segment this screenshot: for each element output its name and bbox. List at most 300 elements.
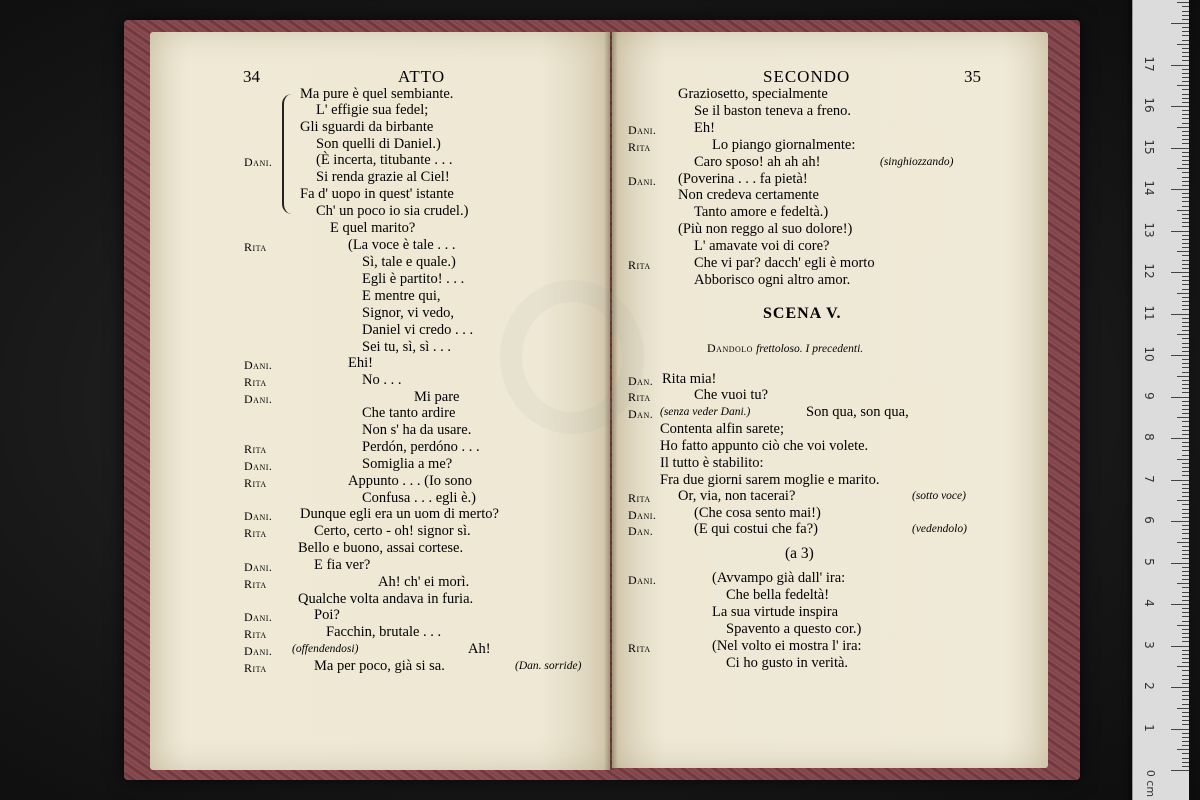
- speaker-label: Dani.: [244, 155, 273, 169]
- ruler-tick: [1182, 616, 1189, 617]
- ruler-tick: [1182, 471, 1189, 472]
- verse-line: Che vuoi tu?: [694, 387, 769, 403]
- ruler-tick: [1182, 367, 1189, 368]
- ruler-tick: [1182, 372, 1189, 373]
- ruler-tick: [1182, 260, 1189, 261]
- ruler-tick: [1182, 633, 1189, 634]
- verse-line: Non credeva certamente: [678, 187, 819, 203]
- verse-line: Certo, certo - oh! signor sì.: [314, 523, 471, 539]
- verse-line: Spavento a questo cor.): [726, 621, 862, 637]
- ruler-tick: [1182, 704, 1189, 705]
- ruler-tick: [1182, 6, 1189, 7]
- ruler-tick: [1182, 753, 1189, 754]
- stage-direction: (singhiozzando): [880, 156, 954, 168]
- ruler-tick: [1182, 592, 1189, 593]
- ruler-tick: [1177, 44, 1189, 45]
- ruler-tick: [1182, 102, 1189, 103]
- speaker-label: Rita: [244, 375, 267, 389]
- ruler-number: 7: [1142, 474, 1156, 483]
- left-page-header: ATTO: [398, 67, 446, 86]
- speaker-label: Dani.: [244, 392, 273, 406]
- ruler-tick: [1182, 741, 1189, 742]
- ruler-tick: [1182, 206, 1189, 207]
- ruler-tick: [1182, 467, 1189, 468]
- ruler-tick: [1171, 189, 1189, 190]
- verse-line: Qualche volta andava in furia.: [298, 591, 474, 607]
- ruler-tick: [1182, 301, 1189, 302]
- ruler-tick: [1182, 118, 1189, 119]
- right-page-header: SECONDO: [763, 67, 851, 86]
- ruler-tick: [1177, 708, 1189, 709]
- verse-line: (Nel volto ei mostra l' ira:: [712, 638, 862, 654]
- ruler-tick: [1182, 388, 1189, 389]
- ruler-tick: [1182, 110, 1189, 111]
- ruler-tick: [1182, 658, 1189, 659]
- ruler-tick: [1182, 426, 1189, 427]
- ruler-tick: [1182, 401, 1189, 402]
- speaker-label: Rita: [244, 240, 267, 254]
- ruler-tick: [1182, 318, 1189, 319]
- scene-direction-name: Dandolo: [707, 341, 753, 355]
- ruler-tick: [1182, 733, 1189, 734]
- speaker-label: Rita: [244, 661, 267, 675]
- ruler-tick: [1182, 745, 1189, 746]
- ruler-tick: [1182, 239, 1189, 240]
- ruler-tick: [1182, 455, 1189, 456]
- speaker-label: Dani.: [628, 508, 657, 522]
- scene-title: SCENA V.: [763, 305, 842, 322]
- ruler-tick: [1182, 766, 1189, 767]
- ruler-tick: [1182, 305, 1189, 306]
- ruler-tick: [1182, 359, 1189, 360]
- verse-line: Tanto amore e fedeltà.): [694, 204, 829, 220]
- speaker-label: Dani.: [628, 573, 657, 587]
- ruler-tick: [1182, 641, 1189, 642]
- verse-line: Facchin, brutale . . .: [326, 624, 442, 640]
- ruler-tick: [1182, 712, 1189, 713]
- ruler-tick: [1171, 23, 1189, 24]
- ruler-tick: [1182, 430, 1189, 431]
- ruler-tick: [1171, 438, 1189, 439]
- ruler-tick: [1171, 604, 1189, 605]
- verse-line: Bello e buono, assai cortese.: [298, 540, 464, 556]
- verse-line: L' amavate voi di core?: [694, 238, 830, 254]
- ruler-tick: [1182, 69, 1189, 70]
- ruler-tick: [1182, 554, 1189, 555]
- ruler-tick: [1171, 521, 1189, 522]
- verse-line: Sei tu, sì, sì . . .: [362, 339, 452, 355]
- verse-line: Fa d' uopo in quest' istante: [300, 186, 454, 202]
- verse-line: (Poverina . . . fa pietà!: [678, 171, 808, 187]
- ruler-tick: [1182, 413, 1189, 414]
- ruler-tick: [1182, 60, 1189, 61]
- ruler-tick: [1177, 376, 1189, 377]
- ruler-tick: [1182, 177, 1189, 178]
- ruler-tick: [1182, 235, 1189, 236]
- ruler-tick: [1182, 326, 1189, 327]
- verse-line: Ehi!: [348, 355, 373, 371]
- verse-line: Gli sguardi da birbante: [300, 119, 434, 135]
- ruler-tick: [1177, 459, 1189, 460]
- ruler-tick: [1182, 484, 1189, 485]
- ruler-number: 13: [1142, 221, 1156, 238]
- ruler-tick: [1182, 571, 1189, 572]
- ruler-tick: [1182, 330, 1189, 331]
- verse-line: Son qua, son qua,: [806, 404, 909, 420]
- ruler-tick: [1182, 587, 1189, 588]
- speaker-label: Dani.: [244, 358, 273, 372]
- verse-line: (E qui costui che fa?): [694, 521, 819, 537]
- ruler-tick: [1182, 181, 1189, 182]
- ruler-tick: [1182, 442, 1189, 443]
- library-watermark: [500, 280, 644, 434]
- ruler-tick: [1182, 268, 1189, 269]
- ruler-tick: [1182, 737, 1189, 738]
- speaker-label: Rita: [244, 442, 267, 456]
- verse-line: Mi pare: [414, 389, 460, 405]
- ruler-number: 14: [1142, 180, 1156, 196]
- verse-line: Ah!: [468, 641, 491, 657]
- ruler-tick: [1171, 397, 1189, 398]
- ruler-tick: [1182, 421, 1189, 422]
- ruler-tick: [1171, 480, 1189, 481]
- verse-line: Confusa . . . egli è.): [362, 490, 476, 506]
- right-page-number: 35: [964, 67, 981, 86]
- ruler-number: 5: [1142, 557, 1156, 566]
- a-tre-marker: (a 3): [785, 545, 814, 562]
- ruler-tick: [1182, 546, 1189, 547]
- verse-line: Fra due giorni sarem moglie e marito.: [660, 472, 880, 488]
- ruler-tick: [1182, 691, 1189, 692]
- ruler-tick: [1177, 127, 1189, 128]
- ruler-tick: [1171, 148, 1189, 149]
- ruler-tick: [1182, 247, 1189, 248]
- ruler-tick: [1182, 392, 1189, 393]
- ruler-number: 10: [1142, 346, 1156, 362]
- speaker-label: Rita: [244, 476, 267, 490]
- ruler-tick: [1182, 131, 1189, 132]
- ruler-tick: [1182, 255, 1189, 256]
- ruler-tick: [1182, 488, 1189, 489]
- speaker-label: Rita: [244, 627, 267, 641]
- verse-line: Contenta alfin sarete;: [660, 421, 785, 437]
- ruler-tick: [1182, 280, 1189, 281]
- ruler-number: 11: [1142, 304, 1156, 321]
- ruler-tick: [1182, 409, 1189, 410]
- ruler-tick: [1182, 675, 1189, 676]
- ruler-tick: [1182, 637, 1189, 638]
- ruler-tick: [1182, 264, 1189, 265]
- ruler-tick: [1182, 533, 1189, 534]
- ruler-tick: [1171, 687, 1189, 688]
- verse-line: Ho fatto appunto ciò che voi volete.: [660, 438, 869, 454]
- ruler-tick: [1182, 575, 1189, 576]
- verse-line: (La voce è tale . . .: [348, 237, 456, 253]
- ruler-tick: [1182, 670, 1189, 671]
- verse-line: (Più non reggo al suo dolore!): [678, 221, 853, 237]
- ruler-tick: [1182, 31, 1189, 32]
- ruler-tick: [1182, 164, 1189, 165]
- verse-line: Appunto . . . (Io sono: [348, 473, 473, 489]
- ruler-tick: [1182, 446, 1189, 447]
- ruler-tick: [1182, 35, 1189, 36]
- verse-line: (Che cosa sento mai!): [694, 505, 821, 521]
- ruler-tick: [1171, 106, 1189, 107]
- ruler-tick: [1182, 758, 1189, 759]
- verse-line: Abborisco ogni altro amor.: [694, 272, 851, 288]
- speaker-label: Dani.: [244, 459, 273, 473]
- ruler-tick: [1182, 475, 1189, 476]
- verse-line: Ma per poco, già si sa.: [314, 658, 445, 674]
- speaker-label: Dani.: [244, 644, 273, 658]
- ruler-tick: [1182, 222, 1189, 223]
- verse-line: Perdón, perdóno . . .: [362, 439, 480, 455]
- ruler-tick: [1171, 770, 1189, 771]
- ruler-tick: [1177, 749, 1189, 750]
- ruler-tick: [1182, 567, 1189, 568]
- ruler-tick: [1182, 197, 1189, 198]
- ruler-tick: [1177, 542, 1189, 543]
- ruler-number: 8: [1142, 433, 1156, 441]
- ruler-tick: [1182, 724, 1189, 725]
- verse-line: Signor, vi vedo,: [362, 305, 455, 321]
- ruler-tick: [1182, 463, 1189, 464]
- ruler-tick: [1182, 89, 1189, 90]
- ruler-tick: [1171, 314, 1189, 315]
- speaker-label: Rita: [628, 491, 651, 505]
- ruler-tick: [1182, 218, 1189, 219]
- ruler-tick: [1182, 513, 1189, 514]
- verse-line: Dunque egli era un uom di merto?: [300, 506, 499, 522]
- ruler-tick: [1182, 683, 1189, 684]
- ruler-tick: [1182, 608, 1189, 609]
- ruler-tick: [1182, 309, 1189, 310]
- ruler-tick: [1182, 504, 1189, 505]
- ruler-tick: [1177, 251, 1189, 252]
- verse-line: L' effigie sua fedel;: [316, 102, 429, 118]
- ruler-number: 3: [1142, 640, 1156, 649]
- ruler-tick: [1182, 81, 1189, 82]
- ruler-tick: [1177, 500, 1189, 501]
- ruler-tick: [1182, 558, 1189, 559]
- ruler-tick: [1182, 343, 1189, 344]
- verse-line: Il tutto è stabilito:: [660, 455, 764, 471]
- ruler-tick: [1182, 699, 1189, 700]
- speaker-label: Rita: [628, 390, 651, 404]
- speaker-label: Dani.: [244, 610, 273, 624]
- ruler-tick: [1182, 52, 1189, 53]
- ruler-tick: [1182, 143, 1189, 144]
- ruler-tick: [1171, 231, 1189, 232]
- ruler-tick: [1182, 716, 1189, 717]
- ruler-tick: [1182, 496, 1189, 497]
- verse-line: Ah! ch' ei morì.: [378, 574, 470, 590]
- verse-line: Eh!: [694, 120, 715, 136]
- ruler-tick: [1182, 214, 1189, 215]
- ruler-tick: [1182, 289, 1189, 290]
- ruler-tick: [1182, 351, 1189, 352]
- verse-line: E mentre qui,: [362, 288, 441, 304]
- verse-line: Lo piango giornalmente:: [712, 137, 856, 153]
- ruler-tick: [1182, 139, 1189, 140]
- ruler-number: 9: [1142, 391, 1156, 400]
- ruler-tick: [1182, 15, 1189, 16]
- ruler-tick: [1182, 193, 1189, 194]
- verse-line: Non s' ha da usare.: [362, 422, 472, 438]
- stage-direction: (sotto voce): [912, 490, 966, 502]
- ruler-tick: [1182, 297, 1189, 298]
- ruler-number: 6: [1142, 516, 1156, 524]
- verse-line: Rita mia!: [662, 371, 717, 387]
- ruler-tick: [1182, 650, 1189, 651]
- verse-line: Se il baston teneva a freno.: [694, 103, 852, 119]
- ruler-tick: [1182, 695, 1189, 696]
- ruler-tick: [1182, 579, 1189, 580]
- ruler-tick: [1182, 380, 1189, 381]
- verse-line: Che vi par? dacch' egli è morto: [694, 255, 875, 271]
- ruler-tick: [1182, 612, 1189, 613]
- ruler-tick: [1182, 185, 1189, 186]
- ruler-tick: [1182, 679, 1189, 680]
- ruler-tick: [1182, 434, 1189, 435]
- speaker-label: Dani.: [244, 509, 273, 523]
- verse-line: E quel marito?: [330, 220, 416, 236]
- ruler-tick: [1182, 629, 1189, 630]
- verse-line: Ma pure è quel sembiante.: [300, 86, 454, 102]
- verse-line: Caro sposo! ah ah ah!: [694, 154, 821, 170]
- speaker-label: Dani.: [628, 174, 657, 188]
- ruler-tick: [1182, 156, 1189, 157]
- verse-line: Che tanto ardire: [362, 405, 456, 421]
- speaker-label: Rita: [244, 526, 267, 540]
- verse-brace: [282, 94, 294, 214]
- ruler-number: 2: [1142, 682, 1156, 690]
- ruler-tick: [1177, 417, 1189, 418]
- ruler-tick: [1182, 123, 1189, 124]
- ruler-tick: [1182, 621, 1189, 622]
- ruler-tick: [1182, 322, 1189, 323]
- ruler-tick: [1182, 226, 1189, 227]
- ruler-tick: [1171, 355, 1189, 356]
- ruler-tick: [1182, 720, 1189, 721]
- verse-line: Si renda grazie al Ciel!: [316, 169, 450, 185]
- ruler-number: 16: [1142, 97, 1156, 113]
- verse-line: Sì, tale e quale.): [362, 254, 456, 270]
- ruler-tick: [1182, 529, 1189, 530]
- ruler-tick: [1182, 243, 1189, 244]
- ruler-tick: [1182, 662, 1189, 663]
- speaker-label: Rita: [628, 140, 651, 154]
- left-page-number: 34: [243, 67, 260, 86]
- speaker-label: Rita: [628, 641, 651, 655]
- ruler-tick: [1171, 646, 1189, 647]
- scene-direction-rest: frettoloso. I precedenti.: [756, 343, 864, 355]
- speaker-label: Dani.: [244, 560, 273, 574]
- verse-line: Che bella fedeltà!: [726, 587, 830, 603]
- ruler-tick: [1182, 509, 1189, 510]
- ruler-tick: [1182, 56, 1189, 57]
- verse-line: Egli è partito! . . .: [362, 271, 465, 287]
- ruler-number: 12: [1142, 263, 1156, 279]
- ruler-tick: [1182, 405, 1189, 406]
- ruler-tick: [1182, 492, 1189, 493]
- ruler-tick: [1177, 2, 1189, 3]
- ruler-tick: [1182, 550, 1189, 551]
- speaker-label: Dan.: [628, 524, 654, 538]
- ruler-tick: [1171, 65, 1189, 66]
- ruler-tick: [1182, 114, 1189, 115]
- verse-line: La sua virtude inspira: [712, 604, 839, 620]
- ruler-tick: [1177, 210, 1189, 211]
- speaker-label: Dan.: [628, 407, 654, 421]
- ruler-tick: [1182, 160, 1189, 161]
- ruler-tick: [1182, 152, 1189, 153]
- speaker-label: Rita: [244, 577, 267, 591]
- verse-line: Ch' un poco io sia crudel.): [316, 203, 469, 219]
- ruler-tick: [1182, 525, 1189, 526]
- verse-line: Son quelli di Daniel.): [316, 136, 441, 152]
- ruler-tick: [1177, 168, 1189, 169]
- ruler-tick: [1182, 384, 1189, 385]
- ruler-tick: [1171, 563, 1189, 564]
- ruler-tick: [1182, 201, 1189, 202]
- ruler-tick: [1177, 625, 1189, 626]
- ruler-tick: [1177, 334, 1189, 335]
- ruler-tick: [1182, 450, 1189, 451]
- ruler-tick: [1182, 19, 1189, 20]
- ruler-tick: [1182, 517, 1189, 518]
- stage-direction: (Dan. sorride): [515, 660, 582, 672]
- ruler-tick: [1182, 11, 1189, 12]
- stage-direction: (vedendolo): [912, 523, 967, 535]
- ruler-tick: [1182, 73, 1189, 74]
- verse-line: Graziosetto, specialmente: [678, 86, 828, 102]
- verse-line: (Avvampo già dall' ira:: [712, 570, 846, 586]
- verse-line: Somiglia a me?: [362, 456, 453, 472]
- ruler-tick: [1182, 600, 1189, 601]
- ruler-tick: [1182, 347, 1189, 348]
- ruler-tick: [1182, 98, 1189, 99]
- ruler-tick: [1182, 338, 1189, 339]
- speaker-label: Dan.: [628, 374, 654, 388]
- verse-line: Or, via, non tacerai?: [678, 488, 796, 504]
- stage-direction: (senza veder Dani.): [660, 406, 751, 418]
- ruler-tick: [1177, 293, 1189, 294]
- ruler-tick: [1182, 596, 1189, 597]
- ruler-tick: [1171, 272, 1189, 273]
- ruler-tick: [1177, 666, 1189, 667]
- stage-direction: (offendendosi): [292, 643, 359, 655]
- ruler-tick: [1182, 172, 1189, 173]
- ruler-tick: [1182, 284, 1189, 285]
- measuring-ruler: [1132, 0, 1189, 800]
- ruler-tick: [1171, 729, 1189, 730]
- speaker-label: Rita: [628, 258, 651, 272]
- speaker-label: Dani.: [628, 123, 657, 137]
- ruler-tick: [1182, 538, 1189, 539]
- verse-line: Poi?: [314, 607, 340, 623]
- verse-line: No . . .: [362, 372, 402, 388]
- ruler-tick: [1182, 48, 1189, 49]
- ruler-number: 1: [1142, 723, 1156, 732]
- verse-line: Daniel vi credo . . .: [362, 322, 474, 338]
- ruler-tick: [1182, 654, 1189, 655]
- ruler-tick: [1182, 77, 1189, 78]
- ruler-tick: [1182, 40, 1189, 41]
- ruler-tick: [1182, 363, 1189, 364]
- ruler-number: 17: [1142, 55, 1156, 72]
- verse-line: Ci ho gusto in verità.: [726, 655, 849, 671]
